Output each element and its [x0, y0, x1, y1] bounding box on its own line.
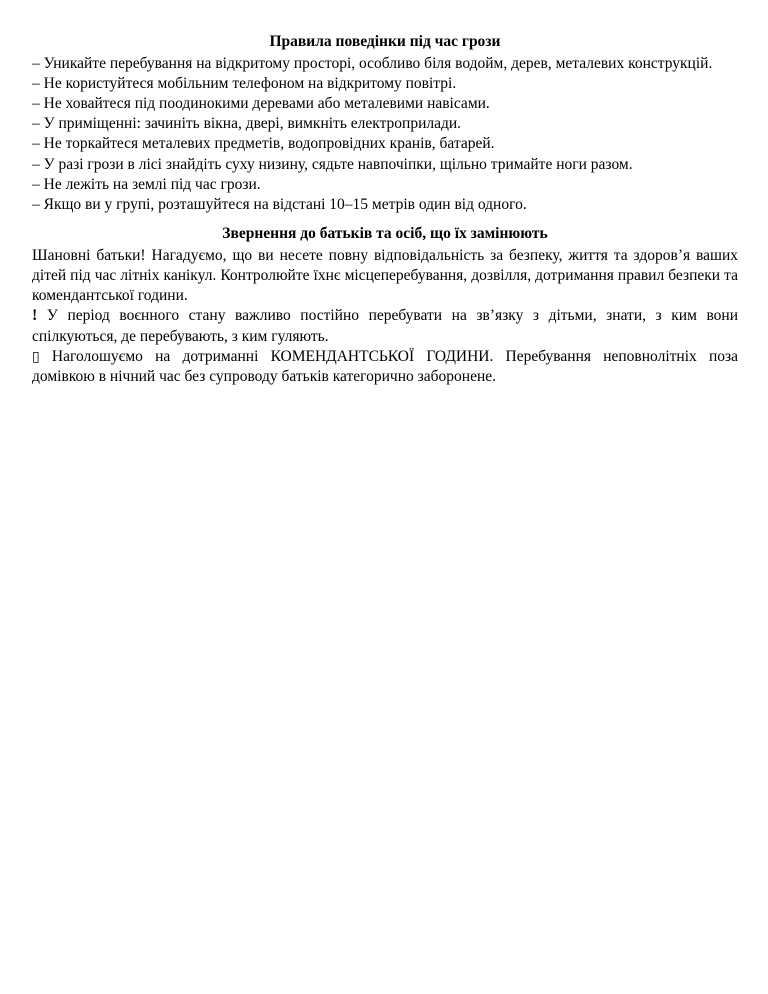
storm-rules-list [32, 54, 738, 215]
list-item: – Не ховайтеся під поодинокими деревами або металевими навісами. [32, 95, 490, 113]
list-item: – Не торкайтеся металевих предметів, водопровідних кранів, батарей. [32, 135, 495, 153]
list-item: – Не лежіть на землі під час грози. [32, 175, 261, 193]
list-item: – Якщо ви у групі, розташуйтеся на відстані 10–15 метрів один від одного. [32, 195, 527, 213]
page-title: Правила поведінки під час грози [269, 33, 501, 50]
list-item: – У приміщенні: зачиніть вікна, двері, вимкніть електроприлади. [32, 115, 462, 133]
list-item: – У разі грози в лісі знайдіть суху низину, сядьте навпочіпки, щільно тримайте ноги разом. [32, 155, 633, 173]
paragraph-text: Шановні батьки! Нагадуємо, що ви несете повну відповідальність за безпеку, життя та здоров’я ваших дітей під час літніх канікул. Контролюйте їхнє місцеперебування, дозвілля, дотримання правил безпеки та комендантської години. [32, 246, 738, 305]
paragraph-text: У період воєнного стану важливо постійно перебувати на зв’язку з дітьми, знати, з ким вони спілкуються, де перебувають, з ким гуляють. [32, 307, 739, 345]
paragraph-responsibility [32, 246, 738, 306]
parents-section-title: Звернення до батьків та осіб, що їх замінюють [222, 224, 548, 242]
list-item: – Уникайте перебування на відкритому просторі, особливо біля водойм, дерев, металевих конструкцій. [32, 54, 713, 72]
box-glyph-icon: ▯ [32, 350, 40, 366]
paragraph-text: Наголошуємо на дотриманні КОМЕНДАНТСЬКОЇ ГОДИНИ. Перебування неповнолітніх поза домівкою в нічний час без супроводу батьків категорично заборонене. [32, 348, 738, 386]
exclamation-icon: ! [32, 307, 38, 325]
paragraph-wartime [32, 306, 738, 347]
parents-address-body [32, 246, 738, 388]
paragraph-curfew [32, 347, 738, 387]
list-item: – Не користуйтеся мобільним телефоном на відкритому повітрі. [32, 74, 457, 92]
